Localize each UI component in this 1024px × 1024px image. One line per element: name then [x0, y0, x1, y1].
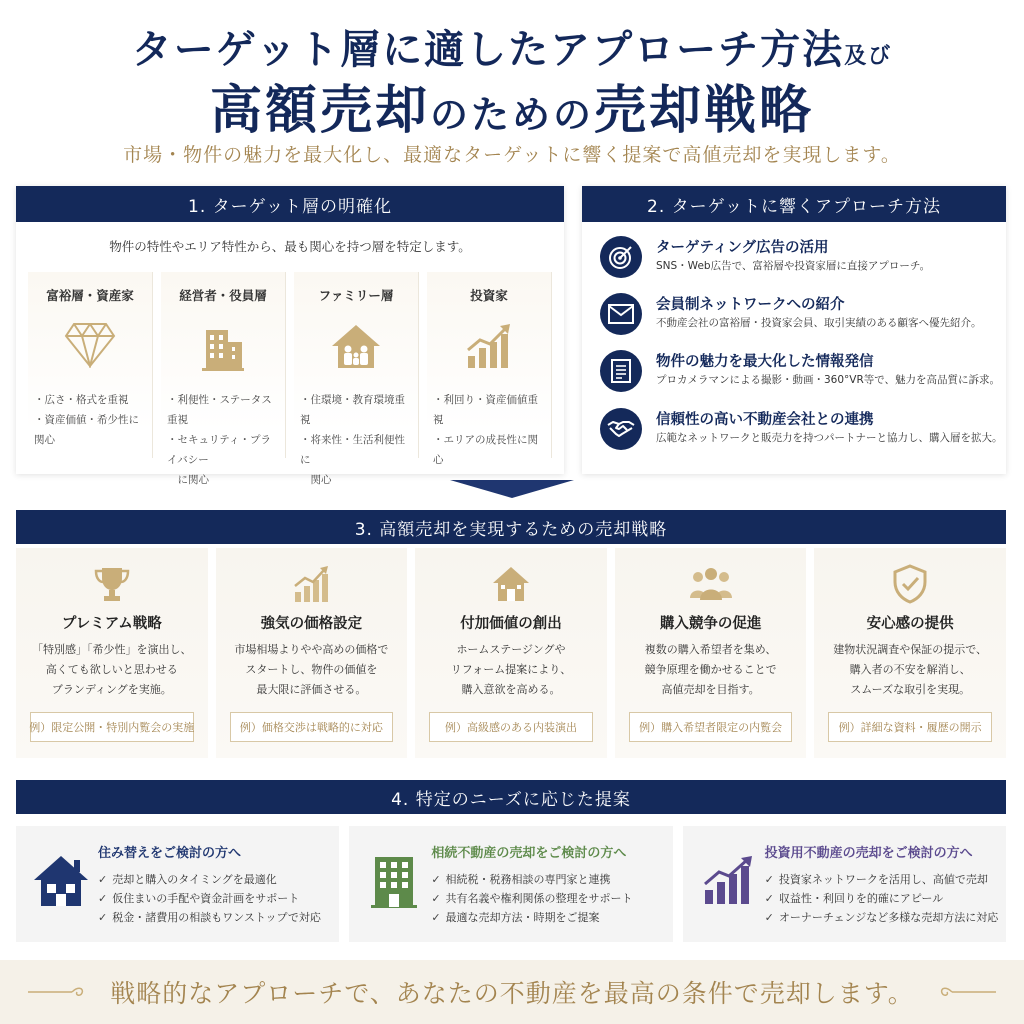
target-name: ファミリー層: [318, 288, 394, 303]
diamond-icon: [28, 322, 152, 368]
check-icon: ✓: [764, 892, 774, 905]
strategy-desc: [814, 640, 1006, 700]
target-icon: [600, 236, 642, 278]
building-icon: [363, 850, 425, 912]
strategy-desc-line: ホームステージングや: [456, 643, 566, 656]
strategy-example: 例）高級感のある内装演出: [429, 712, 593, 742]
title-line2-mid: のための: [429, 92, 594, 137]
target-name: 投資家: [470, 288, 508, 303]
target-card-family: [294, 272, 419, 486]
strategy-desc-line: スムーズな取引を実現。: [850, 683, 971, 696]
strategy-desc: [16, 640, 208, 700]
strategy-desc-line: 競争原理を働かせることで: [644, 663, 777, 676]
approach-desc: 不動産会社の富裕層・投資家会員、取引実績のある顧客へ優先紹介。: [656, 317, 982, 329]
section3-heading: 3. 高額売却を実現するための売却戦略: [16, 510, 1006, 544]
approach-desc: 広範なネットワークと販売力を持つパートナーと協力し、購入層を拡大。: [656, 432, 1003, 444]
strategy-desc-line: リフォーム提案により、: [450, 663, 572, 676]
strategy-card-premium: [16, 548, 208, 758]
approach-item-network: [600, 291, 1000, 341]
needs-point: ✓ 最適な売却方法・時期をご提案: [431, 911, 600, 924]
title-line2-end: 売却戦略: [594, 80, 815, 141]
footer-banner: [0, 960, 1024, 1024]
needs-points: [431, 870, 632, 927]
strategy-title: 付加価値の創出: [460, 616, 562, 632]
envelope-icon: [600, 293, 642, 335]
check-icon: ✓: [764, 873, 774, 886]
target-points: [34, 390, 148, 450]
page-title-line1: [0, 18, 1024, 75]
needs-proposal-list: [16, 826, 1006, 942]
needs-point: ✓ 投資家ネットワークを活用し、高値で売却: [764, 873, 988, 886]
approach-desc: プロカメラマンによる撮影・動画・360°VR等で、魅力を高品質に訴求。: [656, 374, 1001, 386]
check-icon: ✓: [98, 892, 108, 905]
approach-desc: SNS・Web広告で、富裕層や投資家層に直接アプローチ。: [656, 260, 931, 272]
target-points: [300, 390, 414, 490]
strategy-desc-line: 市場相場よりやや高めの価格で: [234, 643, 389, 656]
target-points: [433, 390, 547, 470]
strategy-desc-line: 購入者の不安を解消し、: [849, 663, 971, 676]
check-icon: ✓: [431, 911, 441, 924]
section1-intro: 物件の特性やエリア特性から、最も関心を持つ層を特定します。: [109, 239, 471, 254]
target-point: ・広さ・格式を重視: [34, 394, 129, 406]
title-line2-main: 高額売却: [209, 80, 430, 141]
strategy-example: 例）価格交渉は戦略的に対応: [230, 712, 394, 742]
strategy-desc: [415, 640, 607, 700]
strategy-title: プレミアム戦略: [61, 616, 162, 632]
approach-method-panel: [582, 186, 1006, 474]
target-point: ・住環境・教育環境重視: [300, 394, 405, 426]
check-icon: ✓: [764, 911, 774, 924]
needs-card-investment: [683, 826, 1006, 942]
check-icon: ✓: [431, 873, 441, 886]
section2-heading: 2. ターゲットに響くアプローチ方法: [582, 186, 1006, 222]
handshake-icon: [600, 408, 642, 450]
strategy-desc-line: 高くても欲しいと思わせる: [45, 663, 178, 676]
strategy-desc: [216, 640, 408, 700]
strategy-list: [16, 548, 1006, 758]
section1-heading: 1. ターゲット層の明確化: [16, 186, 564, 222]
target-card-investors: [427, 272, 552, 466]
strategy-card-added-value: [415, 548, 607, 758]
approach-title: 会員制ネットワークへの紹介: [656, 297, 845, 313]
strategy-example: 例）限定公開・特別内覧会の実施: [30, 712, 194, 742]
target-clarification-panel: [16, 186, 564, 486]
bar-chart-icon: [697, 850, 759, 912]
target-point: ・利便性・ステータス重視: [167, 394, 272, 426]
check-icon: ✓: [98, 911, 108, 924]
needs-card-relocation: [16, 826, 339, 942]
target-point: 関心: [300, 474, 332, 486]
target-segment-list: [28, 272, 552, 486]
footer-message: 戦略的なアプローチで、あなたの不動産を最高の条件で売却します。: [110, 979, 914, 1008]
strategy-card-pricing: [216, 548, 408, 758]
approach-item-partner: [600, 406, 1003, 456]
target-card-executives: [161, 272, 286, 486]
strategy-desc-line: 「特別感」「希少性」を演出し、: [32, 643, 192, 656]
office-building-icon: [161, 322, 285, 372]
target-point: ・エリアの成長性に関心: [433, 434, 538, 466]
title-line1-suffix: 及び: [844, 43, 893, 69]
needs-points: [765, 870, 999, 927]
strategy-desc-line: ブランディングを実施。: [51, 683, 172, 696]
target-points: [167, 390, 281, 490]
target-point: ・将来性・生活利便性に: [300, 434, 405, 466]
target-point: ・セキュリティ・プライバシー: [167, 434, 271, 466]
strategy-card-competition: [615, 548, 807, 758]
strategy-example: 例）詳細な資料・履歴の開示: [828, 712, 992, 742]
needs-point: ✓ 売却と購入のタイミングを最適化: [98, 873, 277, 886]
target-card-wealthy: [28, 272, 153, 458]
needs-point: ✓ 収益性・利回りを的確にアピール: [764, 892, 944, 905]
needs-title: 相続不動産の売却をご検討の方へ: [431, 846, 627, 861]
family-house-icon: [294, 322, 418, 370]
target-name: 富裕層・資産家: [46, 288, 134, 303]
approach-title: 信頼性の高い不動産会社との連携: [656, 412, 874, 428]
strategy-title: 強気の価格設定: [260, 616, 363, 632]
needs-point: ✓ オーナーチェンジなど多様な売却方法に対応: [764, 911, 999, 924]
growth-chart-icon: [427, 322, 551, 370]
needs-point: ✓ 仮住まいの手配や資金計画をサポート: [98, 892, 300, 905]
right-ornament-icon: [936, 985, 996, 999]
page-title-line2: [0, 68, 1024, 143]
strategy-card-reassurance: [814, 548, 1006, 758]
strategy-desc-line: 最大限に評価させる。: [256, 683, 367, 696]
needs-title: 投資用不動産の売却をご検討の方へ: [764, 846, 973, 861]
needs-point: ✓ 相続税・税務相談の専門家と連携: [431, 873, 611, 886]
check-icon: ✓: [98, 873, 108, 886]
strategy-desc: [615, 640, 807, 700]
needs-card-inheritance: [349, 826, 672, 942]
strategy-desc-line: 複数の購入希望者を集め、: [644, 643, 777, 656]
target-name: 経営者・役員層: [179, 288, 267, 303]
approach-title: ターゲティング広告の活用: [656, 240, 829, 256]
approach-item-information: [600, 348, 1000, 398]
needs-title: 住み替えをご検討の方へ: [98, 846, 242, 861]
page-subtitle: 市場・物件の魅力を最大化し、最適なターゲットに響く提案で高値売却を実現します。: [123, 144, 901, 166]
shield-check-icon: [814, 564, 1006, 604]
needs-points: [98, 870, 321, 927]
approach-item-targeting: [600, 234, 1000, 284]
house-icon: [30, 850, 92, 912]
target-point: ・資産価値・希少性に関心: [34, 414, 139, 446]
trophy-icon: [16, 564, 208, 604]
rising-chart-icon: [216, 564, 408, 604]
strategy-desc-line: 建物状況調査や保証の提示で、: [833, 643, 988, 656]
approach-title: 物件の魅力を最大化した情報発信: [656, 354, 874, 370]
home-icon: [415, 564, 607, 604]
strategy-example: 例）購入希望者限定の内覧会: [629, 712, 793, 742]
check-icon: ✓: [431, 892, 441, 905]
strategy-title: 安心感の提供: [866, 616, 954, 632]
down-arrow-connector: [450, 480, 574, 498]
needs-point: ✓ 共有名義や権利関係の整理をサポート: [431, 892, 633, 905]
title-line1-main: ターゲット層に適したアプローチ方法: [131, 26, 845, 73]
document-icon: [600, 350, 642, 392]
strategy-desc-line: スタートし、物件の価値を: [245, 663, 378, 676]
strategy-title: 購入競争の促進: [659, 616, 762, 632]
people-icon: [615, 564, 807, 604]
section4-heading: 4. 特定のニーズに応じた提案: [16, 780, 1006, 814]
strategy-desc-line: 高値売却を目指す。: [661, 683, 760, 696]
target-point: ・利回り・資産価値重視: [433, 394, 538, 426]
strategy-desc-line: 購入意欲を高める。: [461, 683, 561, 696]
needs-point: ✓ 税金・諸費用の相談もワンストップで対応: [98, 911, 321, 924]
target-point: に関心: [167, 474, 209, 486]
